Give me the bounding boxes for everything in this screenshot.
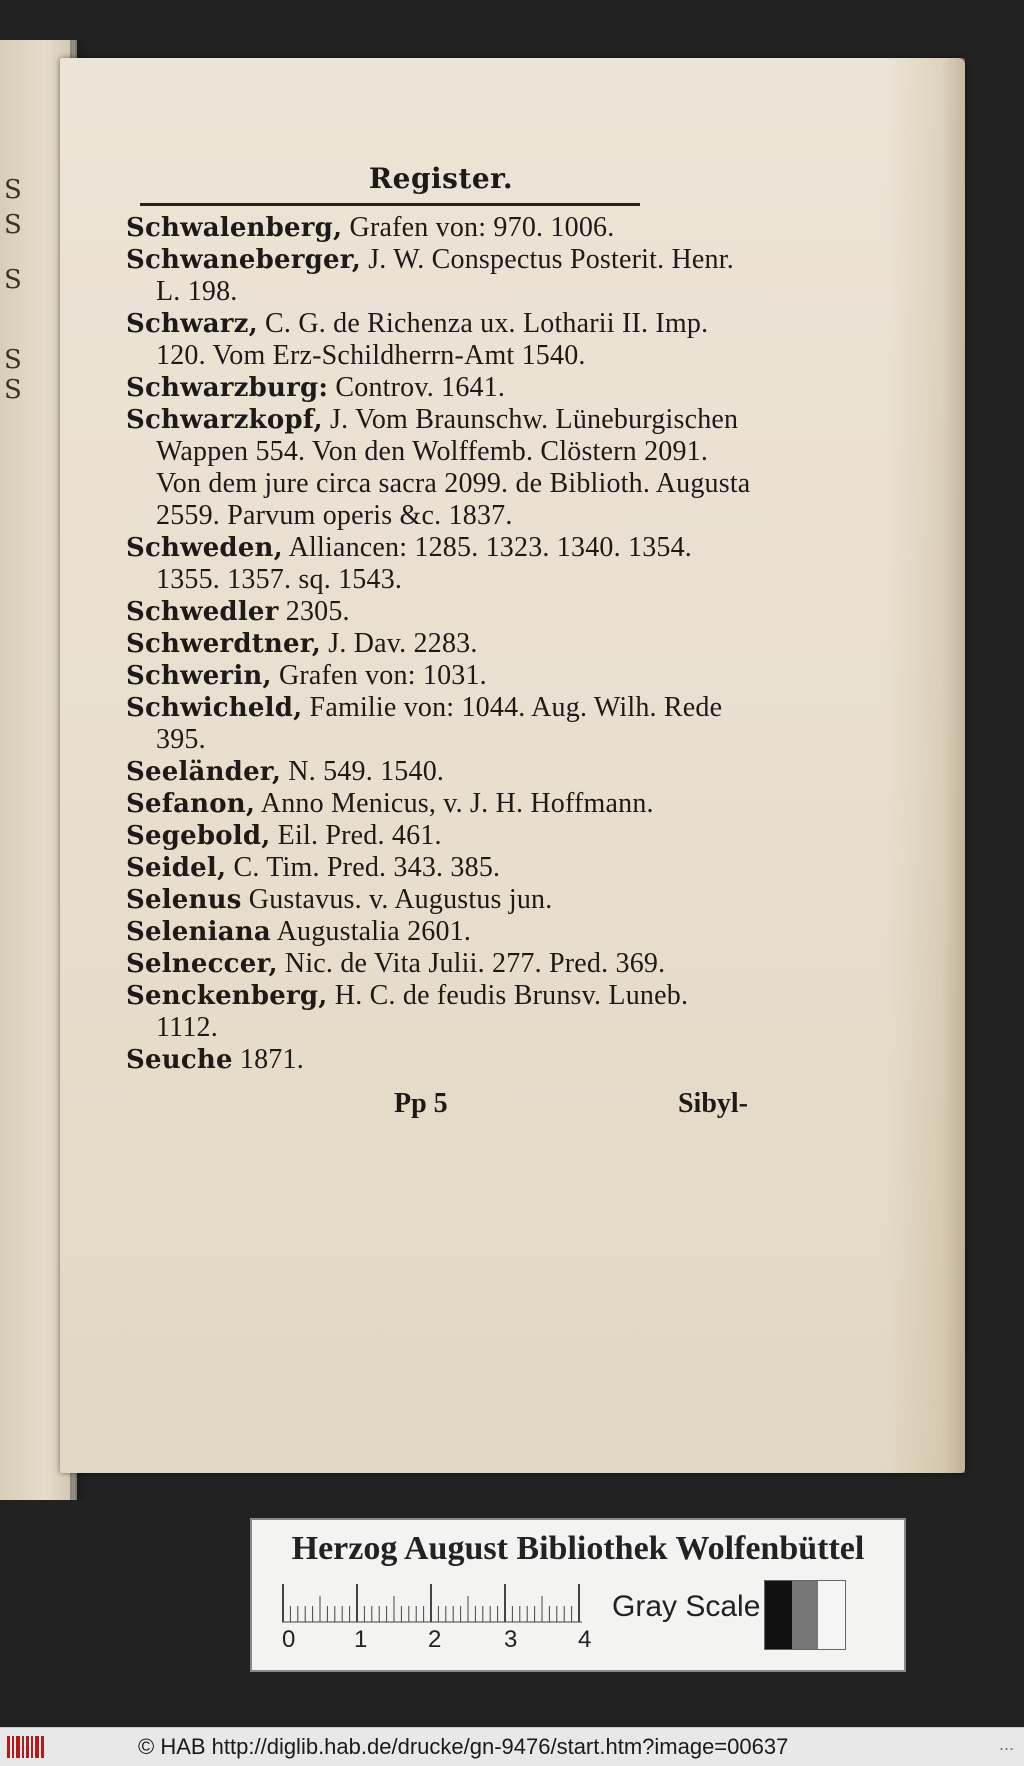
- entry-heading: Schweden,: [126, 533, 283, 563]
- entry-heading: Sefanon,: [126, 789, 256, 819]
- register-entry: [126, 916, 756, 948]
- entry-heading: Schwalenberg,: [126, 213, 343, 243]
- scanned-page: [60, 58, 965, 1473]
- entry-references: C. G. de Richenza ux. Lotharii II. Imp. 120. Vom Erz-Schildherrn-Amt 1540.: [156, 308, 709, 371]
- entry-references: Anno Menicus, v. J. H. Hoffmann.: [255, 788, 654, 819]
- register-entry: [126, 372, 756, 404]
- entry-heading: Schwicheld,: [126, 693, 303, 723]
- gray-swatch-light: [818, 1581, 845, 1649]
- ruler-label: 3: [504, 1626, 518, 1653]
- entry-references: J. Dav. 2283.: [321, 628, 478, 659]
- left-page-fragment: S: [4, 210, 22, 240]
- register-entry: [126, 532, 756, 596]
- entry-references: Eil. Pred. 461.: [270, 820, 442, 851]
- register-entry: [126, 212, 756, 244]
- register-entry: [126, 596, 756, 628]
- color-scale-card: [250, 1518, 906, 1672]
- signature-mark: Pp 5: [394, 1088, 448, 1119]
- footer-bar: [0, 1727, 1024, 1766]
- entry-references: N. 549. 1540.: [281, 756, 445, 787]
- entry-references: Grafen von: 970. 1006.: [342, 212, 615, 243]
- register-entry: [126, 1044, 756, 1076]
- register-entry: [126, 980, 756, 1044]
- entry-heading: Segebold,: [126, 821, 271, 851]
- entry-heading: Schwarzburg:: [126, 373, 329, 403]
- register-entry: [126, 660, 756, 692]
- register-entry: [126, 820, 756, 852]
- register-entry: [126, 628, 756, 660]
- entry-references: Augustalia 2601.: [270, 916, 472, 947]
- entry-heading: Seidel,: [126, 853, 227, 883]
- entry-heading: Schwarzkopf,: [126, 405, 323, 435]
- running-head: Register.: [368, 162, 514, 195]
- entry-references: J. W. Conspectus Posterit. Henr. L. 198.: [156, 244, 734, 307]
- entry-references: 1871.: [232, 1044, 304, 1075]
- catchline: [126, 1088, 756, 1122]
- register-text-block: [126, 162, 756, 1122]
- register-entries: [126, 212, 756, 1076]
- left-page-fragment: S: [4, 175, 22, 205]
- gray-swatch-mid: [792, 1581, 819, 1649]
- entry-references: J. Vom Braunschw. Lüneburgischen Wappen 554. Von den Wolffemb. Clöstern 2091. Von dem jure circa sacra 2099. de Biblioth. Augusta 2559. Parvum operis &c. 1837.: [156, 404, 751, 531]
- ruler-label: 1: [354, 1626, 368, 1653]
- ruler: [282, 1584, 582, 1624]
- entry-references: Gustavus. v. Augustus jun.: [241, 884, 553, 915]
- left-page-fragment: S: [4, 345, 22, 375]
- left-page-fragment: S: [4, 375, 22, 405]
- entry-references: Familie von: 1044. Aug. Wilh. Rede 395.: [156, 692, 723, 755]
- entry-heading: Seuche: [126, 1045, 233, 1075]
- entry-heading: Selenus: [126, 885, 242, 915]
- entry-references: Nic. de Vita Julii. 277. Pred. 369.: [277, 948, 666, 979]
- register-entry: [126, 852, 756, 884]
- page-edge-wear: [885, 58, 965, 1473]
- register-entry: [126, 756, 756, 788]
- register-entry: [126, 788, 756, 820]
- footer-copyright-link[interactable]: © HAB http://diglib.hab.de/drucke/gn-9476/start.htm?image=00637: [138, 1734, 789, 1759]
- register-entry: [126, 884, 756, 916]
- entry-heading: Senckenberg,: [126, 981, 328, 1011]
- entry-heading: Schwedler: [126, 597, 279, 627]
- entry-heading: Schwaneberger,: [126, 245, 361, 275]
- register-entry: [126, 308, 756, 372]
- entry-heading: Seeländer,: [126, 757, 282, 787]
- register-entry: [126, 692, 756, 756]
- entry-references: H. C. de feudis Brunsv. Luneb. 1112.: [156, 980, 689, 1043]
- entry-heading: Schwerdtner,: [126, 629, 322, 659]
- register-entry: [126, 244, 756, 308]
- entry-heading: Schwerin,: [126, 661, 272, 691]
- entry-references: Alliancen: 1285. 1323. 1340. 1354. 1355. 1357. sq. 1543.: [156, 532, 692, 595]
- left-page-fragment: S: [4, 265, 22, 295]
- ruler-label: 0: [282, 1626, 296, 1653]
- gray-scale-label: Gray Scale: [612, 1590, 761, 1623]
- entry-heading: Selneccer,: [126, 949, 278, 979]
- gray-swatch-dark: [765, 1581, 792, 1649]
- ruler-label: 2: [428, 1626, 442, 1653]
- library-name: Herzog August Bibliothek Wolfenbüttel: [291, 1530, 865, 1567]
- ruler-label: 4: [578, 1626, 592, 1653]
- entry-heading: Schwarz,: [126, 309, 258, 339]
- entry-references: Grafen von: 1031.: [271, 660, 487, 691]
- catchword: Sibyl-: [677, 1088, 748, 1119]
- entry-references: 2305.: [278, 596, 350, 627]
- entry-references: C. Tim. Pred. 343. 385.: [226, 852, 501, 883]
- entry-references: Controv. 1641.: [328, 372, 506, 403]
- register-entry: [126, 404, 756, 532]
- register-entry: [126, 948, 756, 980]
- more-icon[interactable]: ...: [998, 1734, 1014, 1754]
- gray-scale-swatch: [764, 1580, 846, 1650]
- head-rule: [140, 203, 640, 206]
- barcode-logo-icon: [6, 1734, 46, 1760]
- entry-heading: Seleniana: [126, 917, 271, 947]
